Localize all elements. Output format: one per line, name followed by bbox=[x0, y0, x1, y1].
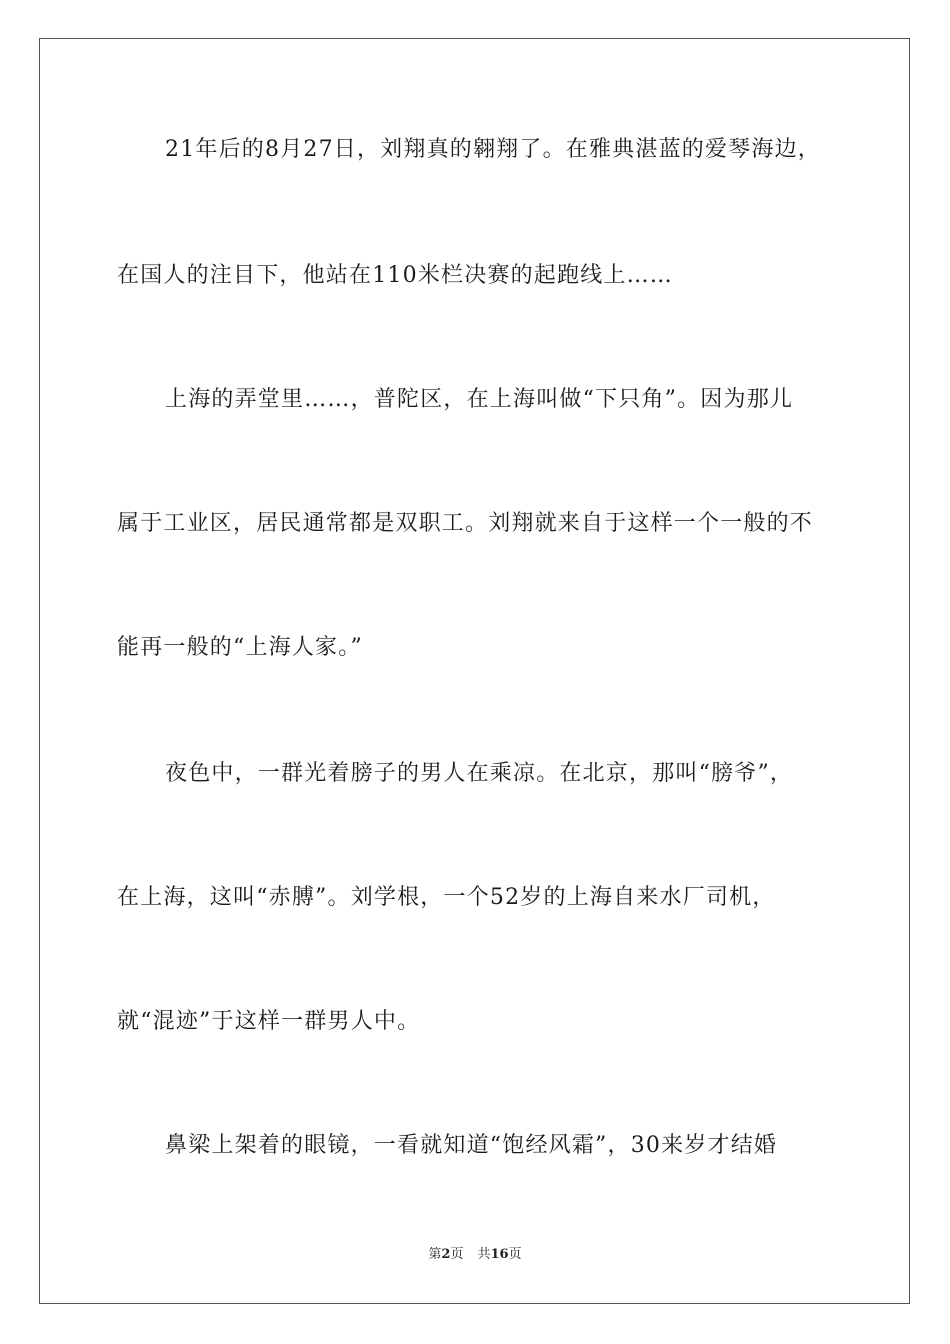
total-page-number: 16 bbox=[490, 1247, 509, 1262]
page-border bbox=[39, 38, 910, 1304]
paragraph-1-line-2: 在国人的注目下，他站在110米栏决赛的起跑线上…… bbox=[117, 263, 673, 288]
paragraph-2-line-2: 属于工业区，居民通常都是双职工。刘翔就来自于这样一个一般的不 bbox=[117, 511, 814, 536]
page-prefix: 第 bbox=[428, 1247, 442, 1262]
page-footer bbox=[0, 1246, 950, 1264]
paragraph-4-line-1: 鼻梁上架着的眼镜，一看就知道“饱经风霜”，30来岁才结婚 bbox=[165, 1133, 778, 1158]
page-suffix: 页 bbox=[450, 1247, 464, 1262]
paragraph-3-line-2: 在上海，这叫“赤膊”。刘学根，一个52岁的上海自来水厂司机， bbox=[117, 885, 776, 910]
total-suffix: 页 bbox=[508, 1247, 522, 1262]
paragraph-3-line-1: 夜色中，一群光着膀子的男人在乘凉。在北京，那叫“膀爷”， bbox=[165, 761, 794, 786]
total-prefix: 共 bbox=[477, 1247, 491, 1262]
paragraph-2-line-1: 上海的弄堂里……，普陀区，在上海叫做“下只角”。因为那儿 bbox=[165, 387, 794, 412]
paragraph-2-line-3: 能再一般的“上海人家。” bbox=[117, 635, 363, 660]
paragraph-1-line-1: 21年后的8月27日，刘翔真的翱翔了。在雅典湛蓝的爱琴海边， bbox=[165, 137, 821, 162]
paragraph-3-line-3: 就“混迹”于这样一群男人中。 bbox=[117, 1009, 421, 1034]
current-page-number: 2 bbox=[441, 1247, 451, 1262]
